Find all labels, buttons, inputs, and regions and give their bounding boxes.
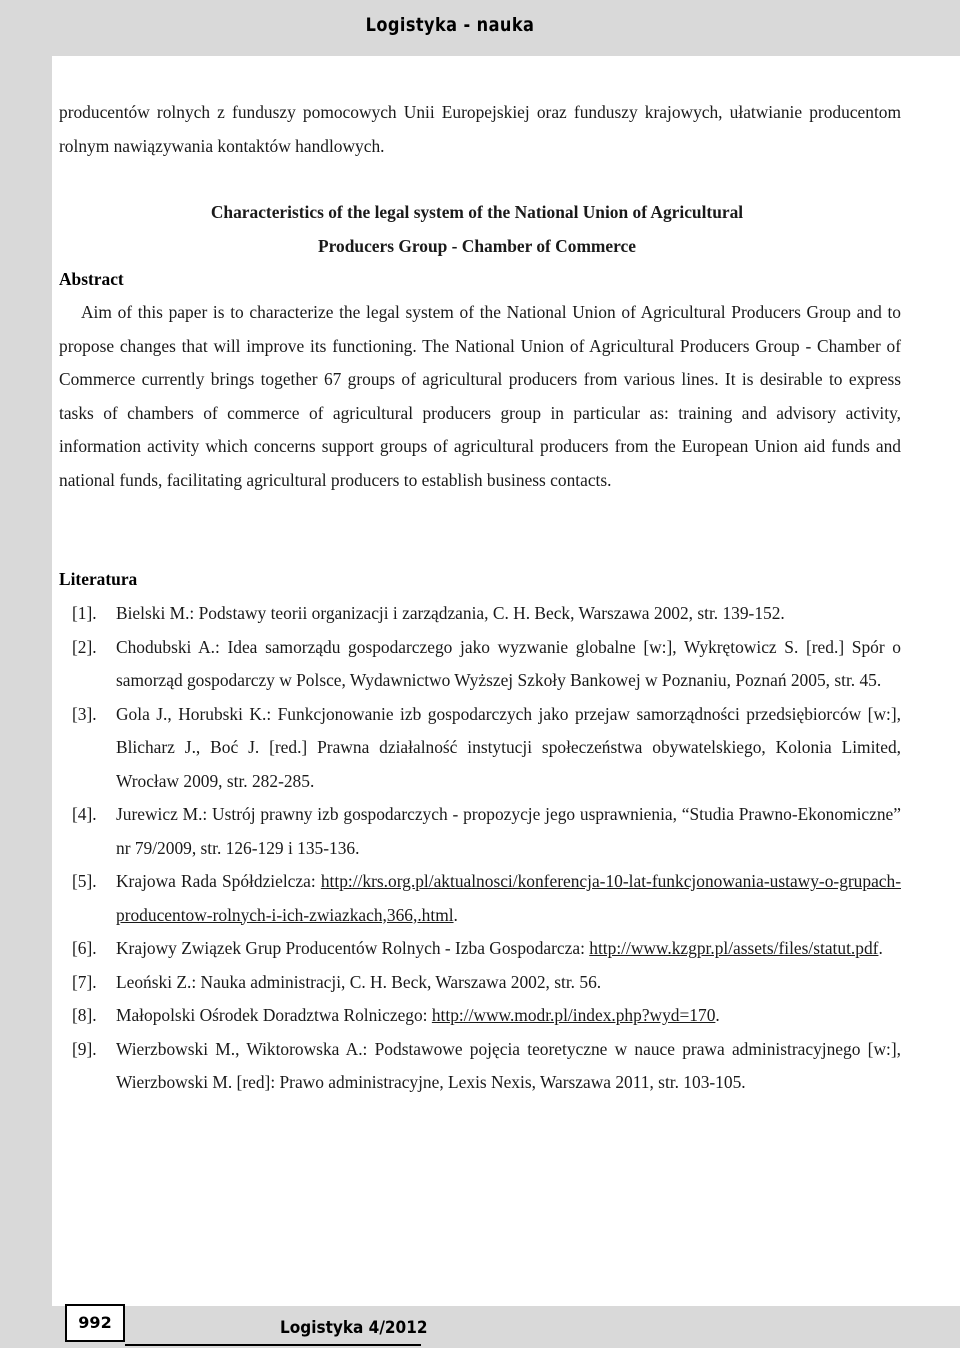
reference-number: [2]. [72, 636, 97, 657]
abstract-paragraph: Aim of this paper is to characterize the legal system of the National Union of Agricultural Producers Group and to propose changes that will improve its functioning. The National Union of Agricultural Producers Group - Chamber of Commerce currently brings together 67 groups of agricultural producers from various lines. It is desirable to express tasks of chambers of commerce of agricultural producers group in particular as: training and advisory activity, information activity which concerns support groups of agricultural producers from the European Union aid funds and national funds, facilitating agricultural producers to establish business contacts. [59, 302, 901, 490]
reference-text: Małopolski Ośrodek Doradztwa Rolniczego: http://www.modr.pl/index.php?wyd=170. [116, 1005, 720, 1025]
reference-text: Gola J., Horubski K.: Funkcjonowanie izb gospodarczych jako przejaw samorządności przedsiębiorców [w:], Blicharz J., Boć J. [red.] Prawna działalność instytucji społeczeństwa obywatelskiego, Kolonia Limited, Wrocław 2009, str. 282-285. [116, 703, 901, 791]
reference-text: Krajowa Rada Spółdzielcza: http://krs.org.pl/aktualnosci/konferencja-10-lat-funkcjonowania-ustawy-o-grupach-producentow-rolnych-i-ich-zwiazkach,366,.html. [116, 871, 901, 925]
reference-item [72, 966, 901, 1000]
reference-number: [1]. [72, 603, 97, 623]
reference-number: [7]. [72, 971, 97, 992]
reference-item [72, 932, 901, 966]
reference-number: [5]. [72, 871, 97, 891]
page-number: 992 [65, 1304, 125, 1342]
footer-bar [0, 1306, 960, 1348]
reference-item [72, 597, 901, 631]
running-header: Logistyka - nauka [365, 14, 535, 36]
reference-item [72, 999, 901, 1033]
reference-item [72, 698, 901, 799]
intro-paragraph: producentów rolnych z funduszy pomocowych Unii Europejskiej oraz funduszy krajowych, ułatwianie producentom rolnym nawiązywania kontaktów handlowych. [59, 102, 901, 156]
reference-item [72, 631, 901, 698]
reference-link[interactable]: http://www.modr.pl/index.php?wyd=170 [431, 1005, 716, 1025]
footer-rule [125, 1344, 421, 1346]
page [52, 56, 960, 1306]
reference-text: Chodubski A.: Idea samorządu gospodarczego jako wyzwanie globalne [w:], Wykrętowicz S. [red.] Spór o samorząd gospodarczy w Polsce, Wydawnictwo Wyższej Szkoły Bankowej w Poznaniu, Poznań 2005, str. 45. [116, 636, 901, 690]
reference-text: Leoński Z.: Nauka administracji, C. H. Beck, Warszawa 2002, str. 56. [116, 971, 602, 992]
reference-link[interactable]: http://www.kzgpr.pl/assets/files/statut.pdf [589, 938, 879, 958]
reference-number: [4]. [72, 804, 97, 824]
reference-text: Jurewicz M.: Ustrój prawny izb gospodarczych - propozycje jego usprawnienia, “Studia Prawno-Ekonomiczne” nr 79/2009, str. 126-129 i 135-136. [116, 804, 901, 858]
reference-number: [3]. [72, 703, 97, 724]
reference-number: [9]. [72, 1038, 97, 1059]
reference-text: Krajowy Związek Grup Producentów Rolnych - Izba Gospodarcza: http://www.kzgpr.pl/assets/files/statut.pdf. [116, 938, 883, 958]
reference-item [72, 865, 901, 932]
literature-heading: Literatura [59, 569, 138, 589]
reference-text: Bielski M.: Podstawy teorii organizacji i zarządzania, C. H. Beck, Warszawa 2002, str. 139-152. [116, 603, 785, 623]
reference-number: [6]. [72, 938, 97, 958]
journal-name: Logistyka 4/2012 [280, 1318, 428, 1338]
reference-link[interactable]: http://krs.org.pl/aktualnosci/konferencja-10-lat-funkcjonowania-ustawy-o-grupach-producentow-rolnych-i-ich-zwiazkach,366,.html [116, 871, 901, 925]
reference-text: Wierzbowski M., Wiktorowska A.: Podstawowe pojęcia teoretyczne w nauce prawa administracyjnego [w:], Wierzbowski M. [red]: Prawo administracyjne, Lexis Nexis, Warszawa 2011, str. 103-105. [116, 1038, 901, 1092]
reference-item [72, 798, 901, 865]
reference-item [72, 1033, 901, 1100]
header-bar [0, 0, 960, 56]
reference-list [72, 597, 901, 1100]
abstract-heading: Abstract [59, 269, 124, 289]
reference-number: [8]. [72, 1005, 97, 1025]
paper-title: Characteristics of the legal system of the National Union of Agricultural Producers Group - Chamber of Commerce [210, 202, 744, 256]
